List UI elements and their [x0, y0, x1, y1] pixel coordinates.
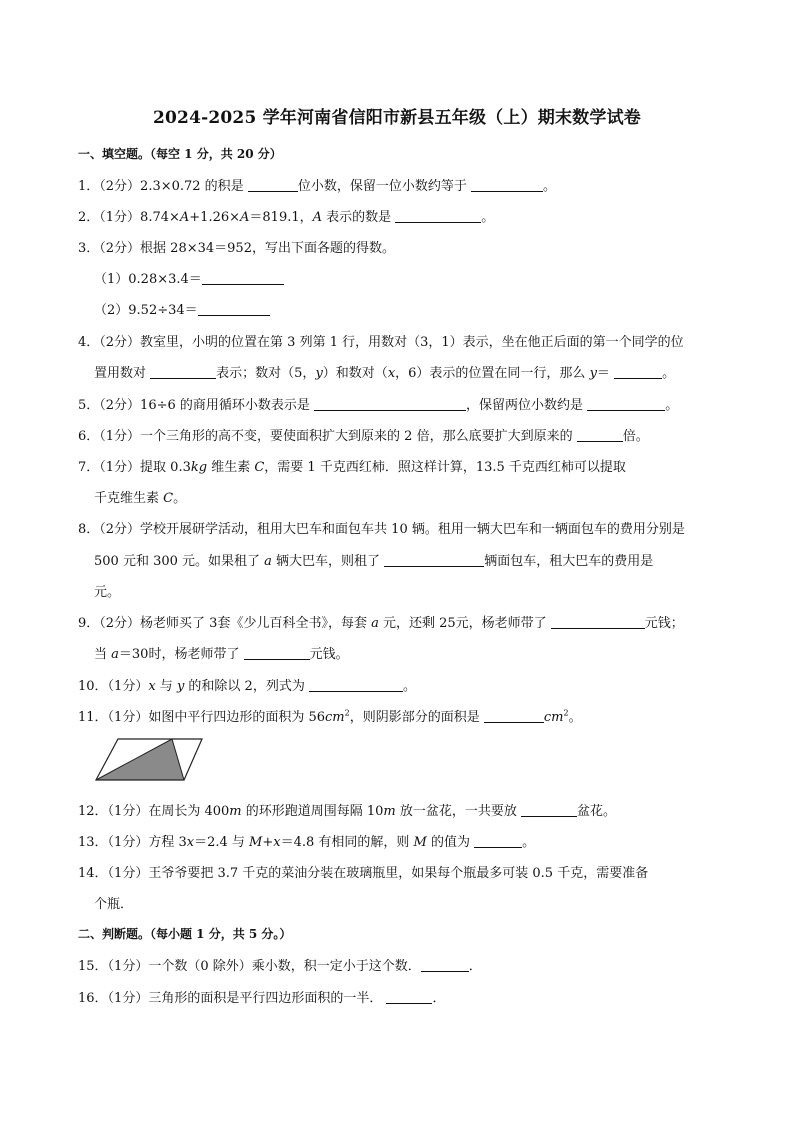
- answer-blank[interactable]: [248, 179, 298, 192]
- question-11: 11．（1分）如图中平行四边形的面积为 $56cm^2$，则阴影部分的面积是 $cm^2$。: [78, 708, 582, 725]
- answer-blank[interactable]: [614, 366, 662, 379]
- question-9-cont: 当 a＝30时，杨老师带了 元钱。: [94, 647, 349, 662]
- answer-blank[interactable]: [577, 429, 623, 442]
- answer-blank[interactable]: [314, 398, 466, 411]
- question-1: 1．（2分）2.3×0.72 的积是 位小数，保留一位小数约等于 。: [78, 179, 556, 194]
- question-10: 10．（1分）x 与 y 的和除以 2，列式为 。: [78, 679, 416, 694]
- answer-blank[interactable]: [309, 679, 403, 692]
- question-6: 6．（1分）一个三角形的高不变，要使面积扩大到原来的 2 倍，那么底要扩大到原来的 倍。: [78, 429, 649, 444]
- answer-blank[interactable]: [150, 366, 216, 379]
- question-4-cont: 置用数对 表示；数对（5，y）和数对（x，6）表示的位置在同一行，那么 y＝ 。: [94, 366, 676, 381]
- answer-blank[interactable]: [198, 303, 270, 316]
- answer-blank[interactable]: [521, 804, 577, 817]
- question-2: 2．（1分）8.74×A+1.26×A＝819.1，A 表示的数是 。: [78, 210, 495, 225]
- answer-blank[interactable]: [395, 210, 481, 223]
- question-3-part-2: （2）9.52÷34＝: [94, 299, 270, 318]
- answer-blank[interactable]: [202, 272, 284, 285]
- answer-blank[interactable]: [587, 398, 665, 411]
- question-8: 8．（2分）学校开展研学活动，租用大巴车和面包车共 10 辆。租用一辆大巴车和一辆面包车的费用分别是: [78, 522, 685, 537]
- question-14: 14．（1分）王爷爷要把 3.7 千克的菜油分装在玻璃瓶里，如果每个瓶最多可装 0.5 千克，需要准备: [78, 866, 649, 881]
- question-16: 16．（1分）三角形的面积是平行四边形面积的一半． ．: [78, 991, 446, 1006]
- question-13: 13．（1分）方程 3x＝2.4 与 M+x＝4.8 有相同的解，则 M 的值为 。: [78, 835, 536, 850]
- section-judge: 二、判断题。（每小题 1 分，共 5 分。）: [78, 927, 292, 941]
- answer-blank[interactable]: [386, 991, 432, 1004]
- question-14-cont: 个瓶．: [94, 897, 134, 912]
- answer-blank[interactable]: [384, 554, 484, 567]
- answer-blank[interactable]: [484, 710, 544, 723]
- section-fill-in: 一、填空题。（每空 1 分，共 20 分）: [78, 147, 282, 161]
- question-12: 12．（1分）在周长为 400m 的环形跑道周围每隔 10m 放一盆花，一共要放 盆花。: [78, 804, 617, 819]
- question-8-cont: 500 元和 300 元。如果租了 a 辆大巴车，则租了 辆面包车，租大巴车的费用是: [94, 554, 654, 569]
- question-9: 9．（2分）杨老师买了 3套《少儿百科全书》，每套 a 元，还剩 25元，杨老师带了 元钱；: [78, 616, 684, 631]
- answer-blank[interactable]: [244, 647, 310, 660]
- answer-blank[interactable]: [421, 959, 469, 972]
- page-title: 2024-2025 学年河南省信阳市新县五年级（上）期末数学试卷: [152, 108, 641, 128]
- question-5: 5．（2分）16÷6 的商用循环小数表示是 ，保留两位小数约是 。: [78, 398, 679, 413]
- answer-blank[interactable]: [551, 616, 645, 629]
- question-15: 15．（1分）一个数（0 除外）乘小数，积一定小于这个数． ．: [78, 959, 482, 974]
- question-8-end: 元。: [94, 585, 121, 600]
- question-3-part-1: （1）0.28×3.4＝: [94, 268, 284, 287]
- answer-blank[interactable]: [474, 835, 522, 848]
- shaded-triangle: [96, 739, 184, 780]
- question-7: 7．（1分）提取 0.3kg 维生素 C，需要 1 千克西红柿．照这样计算，13.5 千克西红柿可以提取: [78, 460, 626, 475]
- question-7-cont: 千克维生素 C。: [94, 491, 187, 506]
- parallelogram-figure: [92, 736, 206, 782]
- question-4: 4．（2分）教室里，小明的位置在第 3 列第 1 行，用数对（3，1）表示，坐在他正后面的第一个同学的位: [78, 335, 684, 350]
- answer-blank[interactable]: [471, 179, 543, 192]
- question-3: 3．（2分）根据 28×34＝952，写出下面各题的得数。: [78, 241, 395, 256]
